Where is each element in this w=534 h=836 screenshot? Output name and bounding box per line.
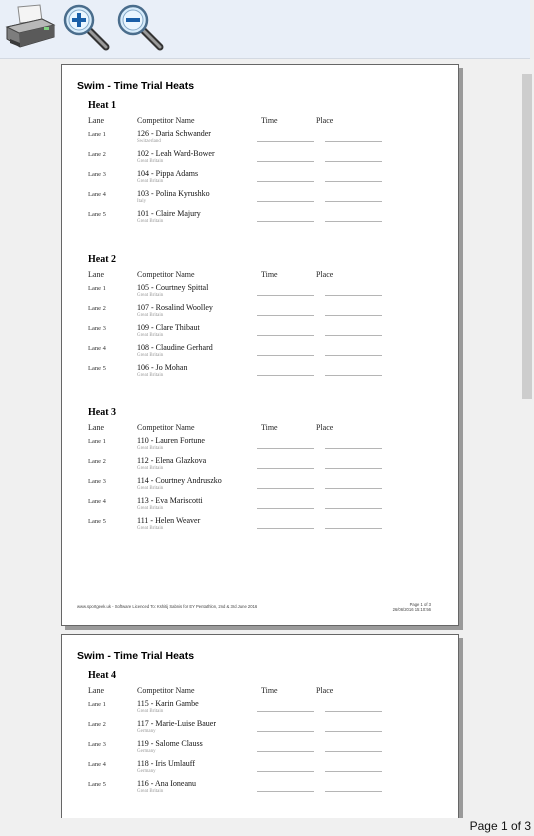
table-row [62, 169, 458, 189]
competitor-country: Italy [137, 199, 147, 204]
competitor-name: 118 - Iris Umlauff [137, 759, 195, 768]
heat-title: Heat 2 [88, 254, 117, 265]
competitor-name: 119 - Salome Clauss [137, 739, 203, 748]
table-row [62, 189, 458, 209]
page-footer-licence: www.sportgeek.uk - Software Licenced To: Kshitij Sabnis for EY Pentathlon, 2nd & 3rd June 2016 [77, 604, 258, 609]
time-entry-line [257, 468, 314, 469]
place-entry-line [325, 221, 382, 222]
lane-label: Lane 3 [88, 325, 106, 332]
table-row [62, 343, 458, 363]
table-row [62, 516, 458, 536]
place-entry-line [325, 488, 382, 489]
competitor-country: Germany [137, 749, 156, 754]
report-page-1 [61, 64, 459, 626]
time-entry-line [257, 751, 314, 752]
time-entry-line [257, 355, 314, 356]
time-entry-line [257, 711, 314, 712]
place-entry-line [325, 791, 382, 792]
lane-label: Lane 2 [88, 305, 106, 312]
col-header-place: Place [316, 686, 334, 695]
time-entry-line [257, 221, 314, 222]
page-indicator: Page 1 of 3 [469, 819, 531, 833]
report-page-2 [61, 634, 459, 818]
table-row [62, 283, 458, 303]
place-entry-line [325, 161, 382, 162]
lane-label: Lane 3 [88, 171, 106, 178]
time-entry-line [257, 161, 314, 162]
heat-title: Heat 4 [88, 670, 117, 681]
col-header-name: Competitor Name [137, 116, 195, 125]
place-entry-line [325, 315, 382, 316]
competitor-country: Great Britain [137, 446, 164, 451]
place-entry-line [325, 201, 382, 202]
col-header-lane: Lane [88, 116, 104, 125]
printer-icon [4, 3, 56, 53]
zoom-out-button[interactable] [116, 3, 168, 53]
competitor-country: Great Britain [137, 789, 164, 794]
col-header-name: Competitor Name [137, 270, 195, 279]
competitor-name: 107 - Rosalind Woolley [137, 303, 213, 312]
lane-label: Lane 1 [88, 131, 106, 138]
competitor-name: 112 - Elena Glazkova [137, 456, 207, 465]
place-entry-line [325, 355, 382, 356]
page-title: Swim - Time Trial Heats [77, 650, 195, 662]
table-row [62, 363, 458, 383]
table-row [62, 323, 458, 343]
competitor-name: 106 - Jo Mohan [137, 363, 188, 372]
col-header-time: Time [261, 423, 278, 432]
competitor-name: 117 - Marie-Luise Bauer [137, 719, 217, 728]
competitor-name: 126 - Daria Schwander [137, 129, 211, 138]
place-entry-line [325, 181, 382, 182]
col-header-time: Time [261, 116, 278, 125]
place-entry-line [325, 528, 382, 529]
competitor-country: Great Britain [137, 313, 164, 318]
table-row [62, 456, 458, 476]
table-row [62, 699, 458, 719]
page-footer-timestamp: 26/06/2016 15:10:56 [392, 607, 431, 612]
time-entry-line [257, 335, 314, 336]
lane-label: Lane 4 [88, 761, 106, 768]
lane-label: Lane 2 [88, 721, 106, 728]
place-entry-line [325, 771, 382, 772]
place-entry-line [325, 375, 382, 376]
page-footer-page-number: Page 1 of 3 [409, 602, 431, 607]
zoom-in-button[interactable] [62, 3, 114, 53]
time-entry-line [257, 375, 314, 376]
toolbar [0, 0, 530, 59]
vertical-scrollbar[interactable] [520, 59, 534, 818]
col-header-lane: Lane [88, 686, 104, 695]
competitor-name: 113 - Eva Mariscotti [137, 496, 203, 505]
table-row [62, 719, 458, 739]
place-entry-line [325, 335, 382, 336]
competitor-country: Great Britain [137, 333, 164, 338]
col-header-place: Place [316, 116, 334, 125]
competitor-country: Great Britain [137, 466, 164, 471]
place-entry-line [325, 711, 382, 712]
lane-label: Lane 5 [88, 365, 106, 372]
table-row [62, 129, 458, 149]
time-entry-line [257, 141, 314, 142]
competitor-name: 108 - Claudine Gerhard [137, 343, 213, 352]
time-entry-line [257, 181, 314, 182]
lane-label: Lane 4 [88, 498, 106, 505]
competitor-country: Great Britain [137, 353, 164, 358]
print-button[interactable] [4, 3, 56, 53]
lane-label: Lane 5 [88, 211, 106, 218]
competitor-name: 109 - Clare Thibaut [137, 323, 200, 332]
competitor-country: Switzerland [137, 139, 161, 144]
col-header-name: Competitor Name [137, 686, 195, 695]
place-entry-line [325, 731, 382, 732]
lane-label: Lane 3 [88, 478, 106, 485]
scrollbar-thumb[interactable] [522, 74, 532, 399]
time-entry-line [257, 508, 314, 509]
time-entry-line [257, 201, 314, 202]
competitor-name: 102 - Leah Ward-Bower [137, 149, 215, 158]
page-footer-meta [393, 602, 431, 612]
lane-label: Lane 1 [88, 438, 106, 445]
lane-label: Lane 5 [88, 518, 106, 525]
competitor-name: 104 - Pippa Adams [137, 169, 199, 178]
page-title: Swim - Time Trial Heats [77, 80, 195, 92]
competitor-country: Great Britain [137, 506, 164, 511]
col-header-time: Time [261, 270, 278, 279]
table-row [62, 496, 458, 516]
table-row [62, 149, 458, 169]
time-entry-line [257, 731, 314, 732]
competitor-country: Great Britain [137, 373, 164, 378]
table-row [62, 303, 458, 323]
time-entry-line [257, 771, 314, 772]
lane-label: Lane 3 [88, 741, 106, 748]
competitor-country: Great Britain [137, 486, 164, 491]
table-row [62, 779, 458, 799]
place-entry-line [325, 448, 382, 449]
col-header-place: Place [316, 423, 334, 432]
competitor-country: Germany [137, 769, 156, 774]
document-viewer[interactable] [0, 59, 520, 818]
competitor-country: Great Britain [137, 219, 164, 224]
place-entry-line [325, 508, 382, 509]
competitor-country: Great Britain [137, 159, 164, 164]
lane-label: Lane 1 [88, 701, 106, 708]
competitor-country: Great Britain [137, 709, 164, 714]
col-header-lane: Lane [88, 270, 104, 279]
table-row [62, 739, 458, 759]
competitor-name: 116 - Ana Ioneanu [137, 779, 197, 788]
place-entry-line [325, 468, 382, 469]
time-entry-line [257, 448, 314, 449]
competitor-name: 103 - Polina Kyrushko [137, 189, 210, 198]
heat-title: Heat 1 [88, 100, 117, 111]
place-entry-line [325, 295, 382, 296]
competitor-country: Germany [137, 729, 156, 734]
time-entry-line [257, 295, 314, 296]
col-header-name: Competitor Name [137, 423, 195, 432]
competitor-country: Great Britain [137, 526, 164, 531]
zoom-out-icon [116, 3, 168, 53]
col-header-lane: Lane [88, 423, 104, 432]
competitor-name: 114 - Courtney Andruszko [137, 476, 222, 485]
lane-label: Lane 2 [88, 151, 106, 158]
competitor-name: 111 - Helen Weaver [137, 516, 201, 525]
table-row [62, 476, 458, 496]
table-row [62, 759, 458, 779]
place-entry-line [325, 751, 382, 752]
table-row [62, 209, 458, 229]
competitor-country: Great Britain [137, 179, 164, 184]
col-header-place: Place [316, 270, 334, 279]
col-header-time: Time [261, 686, 278, 695]
zoom-in-icon [62, 3, 114, 53]
time-entry-line [257, 488, 314, 489]
competitor-name: 115 - Karin Gambe [137, 699, 199, 708]
competitor-name: 105 - Courtney Spittal [137, 283, 209, 292]
lane-label: Lane 2 [88, 458, 106, 465]
lane-label: Lane 1 [88, 285, 106, 292]
lane-label: Lane 4 [88, 191, 106, 198]
competitor-name: 101 - Claire Majury [137, 209, 201, 218]
competitor-country: Great Britain [137, 293, 164, 298]
time-entry-line [257, 315, 314, 316]
place-entry-line [325, 141, 382, 142]
lane-label: Lane 5 [88, 781, 106, 788]
table-row [62, 436, 458, 456]
lane-label: Lane 4 [88, 345, 106, 352]
heat-title: Heat 3 [88, 407, 117, 418]
time-entry-line [257, 791, 314, 792]
time-entry-line [257, 528, 314, 529]
competitor-name: 110 - Lauren Fortune [137, 436, 205, 445]
status-bar [0, 818, 534, 836]
